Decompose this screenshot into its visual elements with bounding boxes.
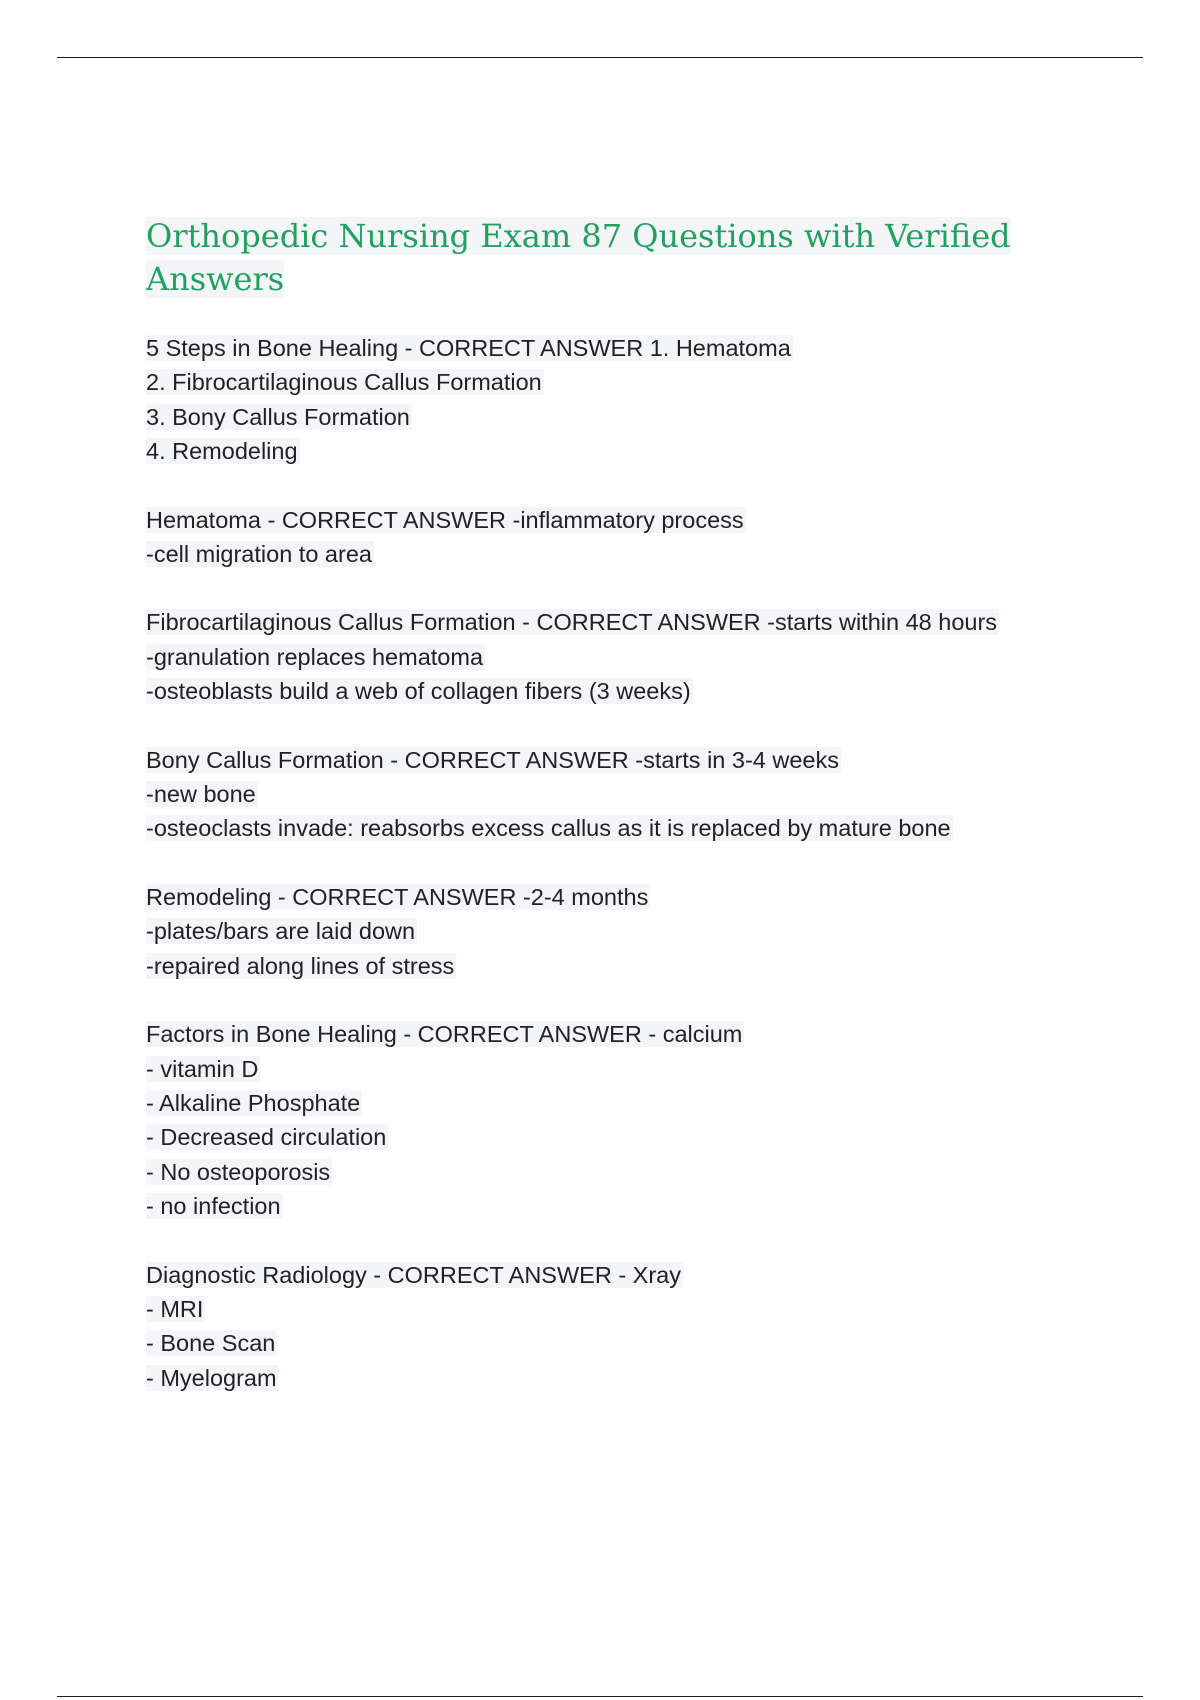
qa-line: - no infection bbox=[146, 1193, 281, 1220]
qa-item-healing-factors bbox=[146, 1017, 1106, 1223]
qa-line: - vitamin D bbox=[146, 1055, 259, 1082]
title-line-2: Answers bbox=[146, 260, 285, 298]
qa-line: - Alkaline Phosphate bbox=[146, 1089, 361, 1116]
qa-line: 5 Steps in Bone Healing - CORRECT ANSWER 1. Hematoma bbox=[146, 335, 791, 361]
qa-line: Factors in Bone Healing - CORRECT ANSWER - calcium bbox=[146, 1021, 743, 1048]
bottom-rule bbox=[57, 1696, 1143, 1697]
qa-line: Fibrocartilaginous Callus Formation - CORRECT ANSWER -starts within 48 hours bbox=[146, 609, 998, 636]
qa-line: - No osteoporosis bbox=[146, 1158, 331, 1185]
qa-line: -osteoclasts invade: reabsorbs excess callus as it is replaced by mature bone bbox=[146, 815, 951, 842]
qa-line: - Myelogram bbox=[146, 1364, 277, 1391]
qa-line: -plates/bars are laid down bbox=[146, 918, 416, 945]
qa-item-bone-healing-steps bbox=[146, 331, 1106, 469]
document-title bbox=[146, 215, 1106, 301]
qa-line: -cell migration to area bbox=[146, 541, 372, 568]
qa-line: -repaired along lines of stress bbox=[146, 952, 455, 979]
qa-item-remodeling bbox=[146, 880, 1106, 983]
qa-line: - Decreased circulation bbox=[146, 1124, 387, 1151]
qa-line: 2. Fibrocartilaginous Callus Formation bbox=[146, 369, 542, 396]
qa-line: - MRI bbox=[146, 1295, 204, 1322]
qa-item-fibrocartilaginous-callus bbox=[146, 605, 1106, 708]
qa-item-diagnostic-radiology bbox=[146, 1258, 1106, 1396]
qa-item-hematoma bbox=[146, 503, 1106, 572]
qa-list bbox=[146, 331, 1106, 1395]
qa-line: -osteoblasts build a web of collagen fibers (3 weeks) bbox=[146, 678, 691, 705]
qa-line: 4. Remodeling bbox=[146, 438, 298, 465]
qa-line: Diagnostic Radiology - CORRECT ANSWER - Xray bbox=[146, 1261, 681, 1288]
qa-line: - Bone Scan bbox=[146, 1330, 276, 1357]
document-body bbox=[146, 215, 1106, 1429]
qa-line: -granulation replaces hematoma bbox=[146, 643, 484, 670]
qa-line: Hematoma - CORRECT ANSWER -inflammatory process bbox=[146, 506, 744, 533]
qa-line: 3. Bony Callus Formation bbox=[146, 403, 410, 430]
title-line-1: Orthopedic Nursing Exam 87 Questions with Verified bbox=[146, 217, 1011, 255]
qa-line: -new bone bbox=[146, 781, 256, 808]
qa-line: Remodeling - CORRECT ANSWER -2-4 months bbox=[146, 883, 649, 910]
qa-item-bony-callus bbox=[146, 743, 1106, 846]
top-rule bbox=[57, 57, 1143, 58]
qa-line: Bony Callus Formation - CORRECT ANSWER -starts in 3-4 weeks bbox=[146, 746, 839, 773]
